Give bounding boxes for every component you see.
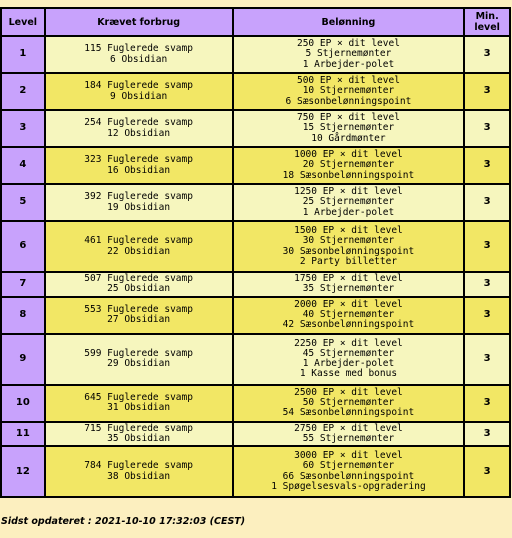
required-line: 461 Fuglerede svamp <box>84 235 193 247</box>
required-line: 19 Obsidian <box>107 201 171 213</box>
level-cell: 12 <box>2 447 44 496</box>
reward-line: 35 Stjernemønter <box>302 283 395 295</box>
min-level-cell: 3 <box>465 447 509 496</box>
reward-line: 1750 EP × dit level <box>294 273 403 284</box>
table-row <box>2 335 509 384</box>
required-line: 22 Obsidian <box>107 245 171 257</box>
min-level-cell: 3 <box>465 111 509 146</box>
reward-line: 6 Sæsonbelønningspoint <box>285 95 412 107</box>
table-row <box>2 111 509 146</box>
required-cell <box>46 386 232 421</box>
required-cell <box>46 74 232 109</box>
reward-line: 1250 EP × dit level <box>294 186 403 198</box>
reward-line: 66 Sæsonbelønningspoint <box>282 470 415 482</box>
level-cell: 11 <box>2 423 44 446</box>
reward-cell <box>234 298 464 333</box>
reward-cell <box>234 222 464 271</box>
header-required: Krævet forbrug <box>46 9 232 35</box>
required-line: 29 Obsidian <box>107 358 171 370</box>
table-body <box>2 37 509 496</box>
min-level-cell: 3 <box>465 335 509 384</box>
table-row <box>2 185 509 220</box>
required-line: 9 Obsidian <box>110 90 168 102</box>
reward-line: 45 Stjernemønter <box>302 347 395 359</box>
level-cell: 4 <box>2 148 44 183</box>
reward-line: 10 Gårdmønter <box>311 132 386 144</box>
level-cell: 3 <box>2 111 44 146</box>
reward-line: 1 Kasse med bonus <box>299 368 398 380</box>
required-line: 599 Fuglerede svamp <box>84 347 193 359</box>
reward-line: 40 Stjernemønter <box>302 308 395 320</box>
reward-line: 1 Arbejder-polet <box>302 358 395 370</box>
required-line: 31 Obsidian <box>107 402 171 414</box>
required-cell <box>46 185 232 220</box>
reward-line: 2 Party billetter <box>299 255 398 267</box>
header-level: Level <box>2 9 44 35</box>
reward-cell <box>234 185 464 220</box>
required-line: 254 Fuglerede svamp <box>84 117 193 129</box>
reward-line: 5 Stjernemønter <box>305 48 392 60</box>
reward-cell <box>234 111 464 146</box>
required-line: 392 Fuglerede svamp <box>84 191 193 203</box>
required-line: 553 Fuglerede svamp <box>84 303 193 315</box>
min-level-cell: 3 <box>465 273 509 296</box>
reward-line: 1 Arbejder-polet <box>302 206 395 218</box>
reward-line: 55 Stjernemønter <box>302 432 395 444</box>
required-line: 645 Fuglerede svamp <box>84 391 193 403</box>
required-line: 35 Obsidian <box>107 432 171 444</box>
reward-line: 42 Sæsonbelønningspoint <box>282 319 415 331</box>
required-cell <box>46 37 232 72</box>
reward-line: 1 Spøgelsesvals-opgradering <box>271 480 426 492</box>
level-cell: 8 <box>2 298 44 333</box>
level-cell: 2 <box>2 74 44 109</box>
required-line: 6 Obsidian <box>110 53 168 65</box>
min-level-cell: 3 <box>465 37 509 72</box>
required-cell <box>46 222 232 271</box>
reward-cell <box>234 74 464 109</box>
reward-line: 250 EP × dit level <box>296 38 400 50</box>
reward-line: 750 EP × dit level <box>296 112 400 124</box>
reward-cell <box>234 335 464 384</box>
required-line: 115 Fuglerede svamp <box>84 43 193 55</box>
table-row <box>2 222 509 271</box>
reward-cell <box>234 37 464 72</box>
required-line: 38 Obsidian <box>107 470 171 482</box>
required-line: 784 Fuglerede svamp <box>84 460 193 472</box>
reward-line: 30 Sæsonbelønningspoint <box>282 245 415 257</box>
table-row <box>2 148 509 183</box>
reward-line: 3000 EP × dit level <box>294 450 403 462</box>
levels-table <box>0 7 511 498</box>
level-cell: 6 <box>2 222 44 271</box>
required-line: 184 Fuglerede svamp <box>84 80 193 92</box>
required-line: 16 Obsidian <box>107 164 171 176</box>
min-level-cell: 3 <box>465 222 509 271</box>
required-cell <box>46 111 232 146</box>
table-row <box>2 37 509 72</box>
reward-line: 18 Sæsonbelønningspoint <box>282 169 415 181</box>
level-cell: 1 <box>2 37 44 72</box>
reward-line: 1 Arbejder-polet <box>302 58 395 70</box>
required-line: 507 Fuglerede svamp <box>84 273 193 284</box>
required-cell <box>46 447 232 496</box>
last-updated: Sidst opdateret : 2021-10-10 17:32:03 (CEST) <box>1 516 246 527</box>
reward-line: 2750 EP × dit level <box>294 422 403 434</box>
reward-line: 2500 EP × dit level <box>294 386 403 398</box>
table-row <box>2 423 509 446</box>
reward-line: 20 Stjernemønter <box>302 159 395 171</box>
min-level-cell: 3 <box>465 185 509 220</box>
reward-line: 1000 EP × dit level <box>294 149 403 161</box>
table-row <box>2 74 509 109</box>
header-reward: Belønning <box>234 9 464 35</box>
reward-line: 54 Sæsonbelønningspoint <box>282 407 415 419</box>
reward-cell <box>234 386 464 421</box>
reward-line: 50 Stjernemønter <box>302 396 395 408</box>
reward-line: 10 Stjernemønter <box>302 85 395 97</box>
required-cell <box>46 423 232 446</box>
table-row <box>2 386 509 421</box>
required-line: 715 Fuglerede svamp <box>84 422 193 434</box>
reward-cell <box>234 447 464 496</box>
reward-line: 25 Stjernemønter <box>302 196 395 208</box>
required-cell <box>46 148 232 183</box>
reward-line: 500 EP × dit level <box>296 75 400 87</box>
required-cell <box>46 298 232 333</box>
table-row <box>2 447 509 496</box>
reward-line: 60 Stjernemønter <box>302 460 395 472</box>
reward-line: 2250 EP × dit level <box>294 337 403 349</box>
level-cell: 10 <box>2 386 44 421</box>
header-min-level: Min. level <box>465 9 509 35</box>
level-cell: 5 <box>2 185 44 220</box>
reward-cell <box>234 423 464 446</box>
min-level-cell: 3 <box>465 423 509 446</box>
reward-line: 15 Stjernemønter <box>302 122 395 134</box>
required-line: 25 Obsidian <box>107 283 171 295</box>
reward-line: 2000 EP × dit level <box>294 298 403 310</box>
required-cell <box>46 335 232 384</box>
min-level-cell: 3 <box>465 298 509 333</box>
level-cell: 7 <box>2 273 44 296</box>
min-level-cell: 3 <box>465 74 509 109</box>
level-cell: 9 <box>2 335 44 384</box>
table-row <box>2 298 509 333</box>
reward-line: 1500 EP × dit level <box>294 224 403 236</box>
required-line: 12 Obsidian <box>107 127 171 139</box>
min-level-cell: 3 <box>465 386 509 421</box>
required-line: 27 Obsidian <box>107 314 171 326</box>
header-row <box>2 9 509 35</box>
table-row <box>2 273 509 296</box>
required-line: 323 Fuglerede svamp <box>84 154 193 166</box>
required-cell <box>46 273 232 296</box>
reward-line: 30 Stjernemønter <box>302 235 395 247</box>
reward-cell <box>234 273 464 296</box>
min-level-cell: 3 <box>465 148 509 183</box>
reward-cell <box>234 148 464 183</box>
